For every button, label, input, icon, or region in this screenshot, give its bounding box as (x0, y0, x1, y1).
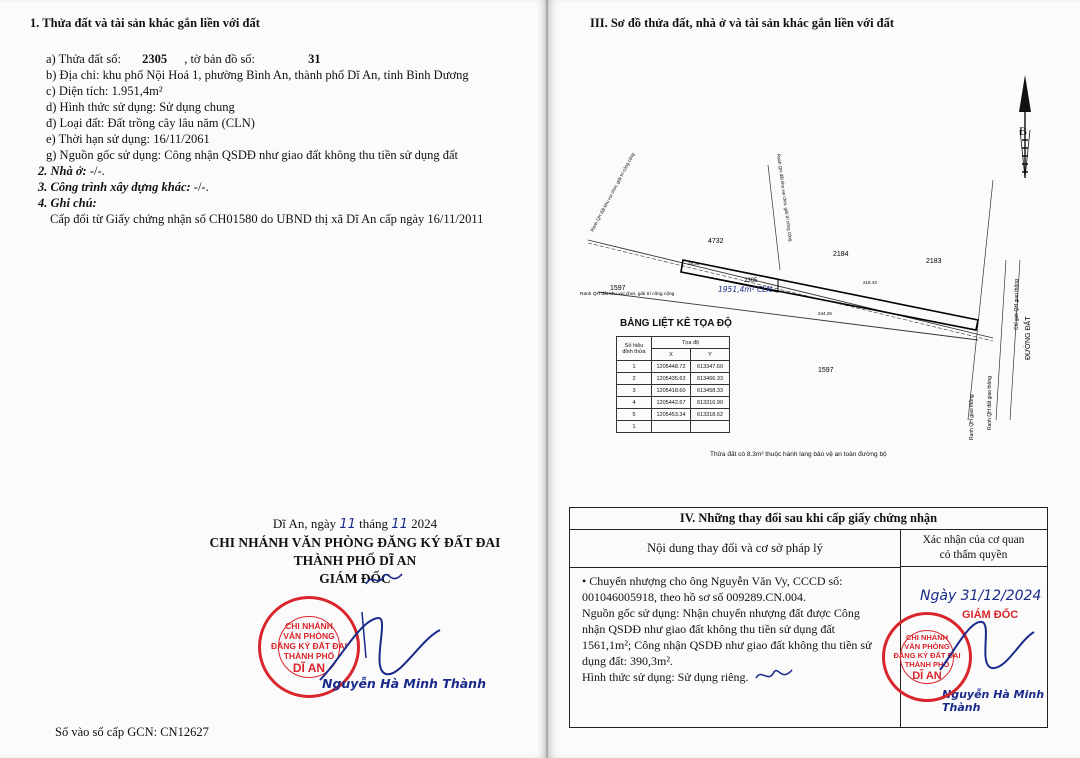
map-note: Thửa đất có 8.3m² thuộc hành lang bảo vệ an toàn đường bộ (710, 451, 887, 458)
confirm-signer: Nguyễn Hà Minh Thành (942, 688, 1045, 714)
origin-line: g) Nguồn gốc sử dụng: Công nhận QSDĐ như giao đất không thu tiền sử dụng đất (46, 148, 458, 162)
label-2184: 2184 (833, 251, 849, 258)
boundary-line-4 (768, 165, 780, 270)
seal-line-4: THÀNH PHỐ (904, 660, 950, 669)
day-handwritten: 11 (339, 517, 356, 532)
label-2183: 2183 (926, 258, 942, 265)
year: 2024 (407, 516, 438, 531)
org-line-2: THÀNH PHỐ DĨ AN (293, 553, 417, 568)
change-line-3: Nguồn gốc sử dụng: Nhận chuyển nhượng đất được Công (582, 606, 860, 620)
seal-line-5: DĨ AN (912, 670, 942, 682)
place-date (195, 516, 515, 532)
cell-n: 1 (617, 421, 652, 433)
label-parcel: 2305 (744, 278, 758, 284)
seal-line-5: DĨ AN (292, 661, 326, 675)
cell-y (691, 421, 730, 433)
term-line: e) Thời hạn sử dụng: 16/11/2061 (46, 132, 210, 146)
label-1597-bottom: 1597 (818, 367, 834, 374)
usage-form-line: d) Hình thức sử dụng: Sử dụng chung (46, 100, 235, 114)
col-x-header: X (652, 349, 691, 361)
seal-line-2: VĂN PHÒNG (283, 631, 335, 641)
table-row (617, 409, 730, 421)
signer-role: GIÁM ĐỐC (319, 571, 391, 586)
road-label: ĐƯỜNG ĐẤT (1025, 316, 1032, 360)
label-4732: 4732 (708, 238, 724, 245)
house-line (38, 164, 105, 179)
seal-line-4: THÀNH PHỐ (283, 651, 335, 661)
seal-line-1: CHI NHÁNH (905, 633, 949, 642)
seal-line-3: ĐĂNG KÝ ĐẤT ĐAI (270, 641, 348, 651)
coord-table (616, 336, 730, 433)
area-line: c) Diện tích: 1.951,4m² (46, 84, 163, 98)
notes-value: Cấp đổi từ Giấy chứng nhận số CH01580 do UBND thị xã Dĩ An cấp ngày 16/11/2011 (50, 212, 484, 226)
org-line-1: CHI NHÁNH VĂN PHÒNG ĐĂNG KÝ ĐẤT ĐAI (209, 535, 501, 550)
margin-label-5: Ranh QH đất giao thông (987, 376, 993, 430)
margin-label-4: Chỉ giới QH giao thông (1014, 279, 1020, 330)
table-row (617, 361, 730, 373)
coord-table-title: BẢNG LIỆT KÊ TỌA ĐỘ (620, 318, 732, 329)
cell-x: 1205435.63 (652, 373, 691, 385)
month-handwritten: 11 (391, 517, 408, 532)
month-word: tháng (355, 516, 392, 531)
road-edge-2 (996, 260, 1006, 420)
signer-name: Nguyễn Hà Minh Thành (322, 676, 486, 691)
land-type-line: đ) Loại đất: Đất trồng cây lâu năm (CLN) (46, 116, 255, 130)
seal-line-3: ĐĂNG KÝ ĐẤT ĐAI (893, 651, 961, 660)
section-heading: 1. Thửa đất và tài sản khác gắn liền với đất (30, 16, 260, 30)
confirm-header-1: Xác nhận của cơ quan (922, 534, 1025, 546)
cell-x: 1205418.60 (652, 385, 691, 397)
table-row (617, 397, 730, 409)
cell-y: 613466.33 (691, 373, 730, 385)
change-line-1: • Chuyển nhượng cho ông Nguyễn Văn Vy, CCCD số: (582, 574, 843, 588)
signature-scribble (300, 600, 500, 710)
dist-3: 244.29 (818, 311, 832, 316)
change-initials (752, 664, 802, 686)
parcel-number: 2305 (142, 52, 168, 66)
margin-label-2: Ranh QH đất khu vui chơi, giải trí công cộng (580, 292, 675, 297)
confirm-signature-scribble (930, 610, 1040, 690)
changes-col-confirm (900, 529, 1047, 567)
margin-label-3: Ranh QH đất khu vui chơi, giải trí công cộng (776, 153, 794, 242)
margin-label-1: Ranh QH đất khu vui chơi, giải trí công cộng (589, 151, 636, 233)
table-row (617, 385, 730, 397)
other-works-label: 3. Công trình xây dựng khác: (38, 180, 191, 194)
dist-2: 218.43 (863, 280, 877, 285)
seal-line-2: VĂN PHÒNG (904, 642, 950, 651)
cell-y: 613318.62 (691, 409, 730, 421)
change-line-2: 001046005918, theo hồ sơ số 009289.CN.004. (582, 590, 807, 604)
confirm-header-2: có thẩm quyền (939, 549, 1008, 561)
cell-x: 1205442.67 (652, 397, 691, 409)
col-point-header: Số hiệu đỉnh thửa (617, 337, 652, 361)
map-number: 31 (308, 52, 321, 66)
confirm-role: GIÁM ĐỐC (962, 609, 1019, 621)
change-line-6: dụng đất: 390,3m². (582, 654, 673, 668)
confirm-date: Ngày 31/12/2024 (920, 588, 1042, 604)
other-works-line (38, 180, 209, 195)
cell-y: 613458.33 (691, 385, 730, 397)
area-handwritten: 1951,4m² CLN (718, 285, 772, 294)
margin-label-6: Ranh QH giao thông (969, 394, 975, 440)
cell-y: 613347.60 (691, 361, 730, 373)
table-row (617, 373, 730, 385)
registry-number: Số vào sổ cấp GCN: CN12627 (55, 725, 209, 739)
map-section-heading: III. Sơ đồ thửa đất, nhà ở và tài sản khác gắn liền với đất (590, 16, 895, 30)
cell-x: 1205448.72 (652, 361, 691, 373)
seal-line-1: CHI NHÁNH (285, 621, 333, 631)
change-line-4: nhận QSDĐ như giao đất không thu tiền sử dụng đất (582, 622, 835, 636)
label-1597-left: 1597 (610, 285, 626, 292)
parcel-label: a) Thửa đất số: (46, 52, 121, 66)
notes-label (38, 196, 97, 211)
cell-n: 1 (617, 361, 652, 373)
cell-n: 2 (617, 373, 652, 385)
cell-y: 613316.90 (691, 397, 730, 409)
house-label: 2. Nhà ở: (38, 164, 87, 178)
role-initials (362, 568, 412, 590)
cell-x: 1205453.34 (652, 409, 691, 421)
address-line: b) Địa chỉ: khu phố Nội Hoá 1, phường Bình An, thành phố Dĩ An, tỉnh Bình Dương (46, 68, 469, 82)
place-prefix: Dĩ An, ngày (272, 516, 340, 531)
boundary-line-3 (598, 292, 978, 340)
north-label: B (1019, 124, 1028, 138)
house-value: -/-. (86, 164, 105, 178)
cell-n: 4 (617, 397, 652, 409)
change-line-7: Hình thức sử dụng: Sử dụng riêng. (582, 670, 749, 684)
cell-x (652, 421, 691, 433)
other-works-value: -/-. (190, 180, 209, 194)
map-label: , tờ bản đồ số: (184, 52, 256, 66)
notes-label-text: 4. Ghi chú: (38, 196, 97, 210)
changes-title: IV. Những thay đổi sau khi cấp giấy chứng nhận (570, 508, 1047, 530)
dist-1: 28.31 (688, 261, 700, 266)
table-row (617, 421, 730, 433)
change-line-5: 1561,1m²; Công nhận QSDĐ như giao đất không thu tiền sử (582, 638, 872, 652)
col-y-header: Y (691, 349, 730, 361)
cell-n: 5 (617, 409, 652, 421)
cell-n: 3 (617, 385, 652, 397)
col-group-header: Tọa độ (652, 337, 730, 349)
changes-col-content: Nội dung thay đổi và cơ sở pháp lý (570, 529, 901, 568)
